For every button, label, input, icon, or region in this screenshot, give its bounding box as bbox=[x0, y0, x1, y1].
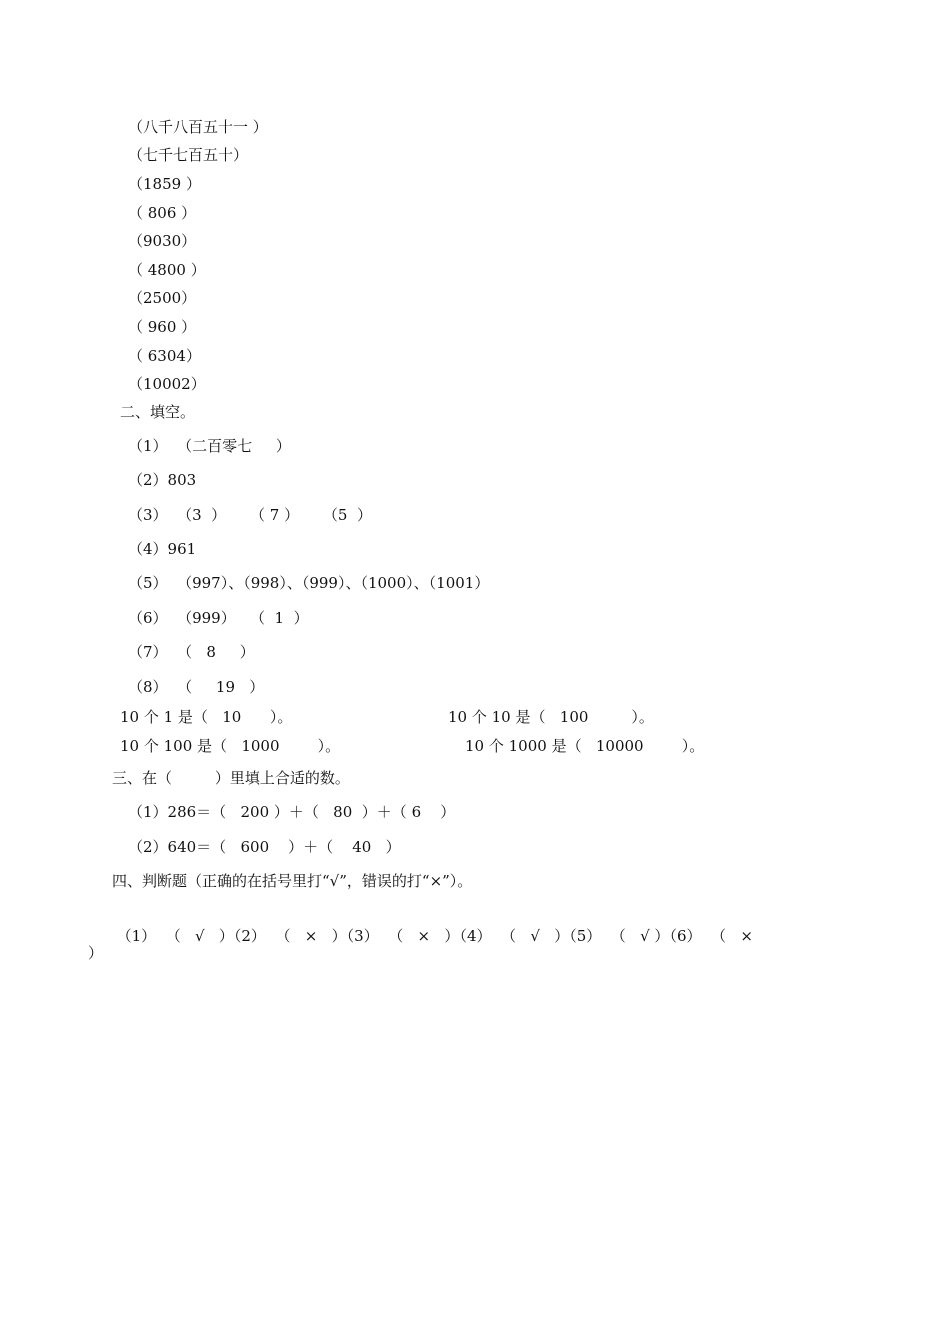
check-mark: √ bbox=[530, 927, 540, 945]
cross-mark: × bbox=[304, 927, 318, 945]
section3-heading: 三、在（ ）里填上合适的数。 bbox=[112, 769, 350, 787]
s2-q2: （2）803 bbox=[128, 471, 197, 489]
judgement-answers: （1） （ √ ）（2） （ × ）（3） （ × ）（4） （ √ ）（5） （ √ ）（6） （ × bbox=[116, 927, 753, 945]
answer-3: （1859 ） bbox=[128, 175, 201, 193]
answer-2: （七千七百五十） bbox=[128, 146, 249, 164]
answer-7: （2500） bbox=[128, 289, 197, 307]
answer-9: （ 6304） bbox=[128, 347, 201, 365]
answer-number: （6） bbox=[669, 927, 702, 945]
s2-q1: （1） （二百零七 ） bbox=[128, 437, 291, 455]
s3-q1: （1）286＝（ 200 ）＋（ 80 ）＋（ 6 ） bbox=[128, 803, 456, 821]
s2-q8: （8） （ 19 ） bbox=[128, 678, 265, 696]
cross-mark: × bbox=[417, 927, 431, 945]
check-mark: √ bbox=[195, 927, 205, 945]
s3-q2: （2）640＝（ 600 ）＋（ 40 ） bbox=[128, 838, 401, 856]
answer-4: （ 806 ） bbox=[128, 204, 197, 222]
answer-number: （3） bbox=[346, 927, 379, 945]
answer-number: （4） bbox=[459, 927, 492, 945]
s2-q7: （7） （ 8 ） bbox=[128, 643, 255, 661]
s2-row2-right: 10 个 1000 是（ 10000 ）。 bbox=[465, 737, 705, 755]
s2-q5: （5） （997）、（998）、（999）、（1000）、（1001） bbox=[128, 574, 490, 592]
trailing-paren: ） bbox=[88, 944, 104, 962]
section4-heading: 四、判断题（正确的在括号里打“√”，错误的打“×”）。 bbox=[112, 872, 473, 890]
answer-1: （八千八百五十一 ） bbox=[128, 118, 268, 136]
s2-row2-left: 10 个 100 是（ 1000 ）。 bbox=[120, 737, 341, 755]
s2-q6: （6） （999） （ 1 ） bbox=[128, 609, 309, 627]
answer-number: （1） bbox=[116, 927, 157, 945]
answer-8: （ 960 ） bbox=[128, 318, 197, 336]
section2-heading: 二、填空。 bbox=[120, 403, 196, 421]
answer-10: （10002） bbox=[128, 375, 206, 393]
answer-number: （2） bbox=[233, 927, 266, 945]
answer-number: （5） bbox=[569, 927, 602, 945]
s2-q3: （3） （3 ） （ 7 ） （5 ） bbox=[128, 506, 372, 524]
answer-5: （9030） bbox=[128, 232, 197, 250]
s2-row1-right: 10 个 10 是（ 100 ）。 bbox=[448, 708, 654, 726]
s2-row1-left: 10 个 1 是（ 10 ）。 bbox=[120, 708, 293, 726]
answer-6: （ 4800 ） bbox=[128, 261, 206, 279]
check-mark: √ bbox=[640, 927, 650, 945]
cross-mark: × bbox=[740, 927, 753, 945]
s2-q4: （4）961 bbox=[128, 540, 197, 558]
